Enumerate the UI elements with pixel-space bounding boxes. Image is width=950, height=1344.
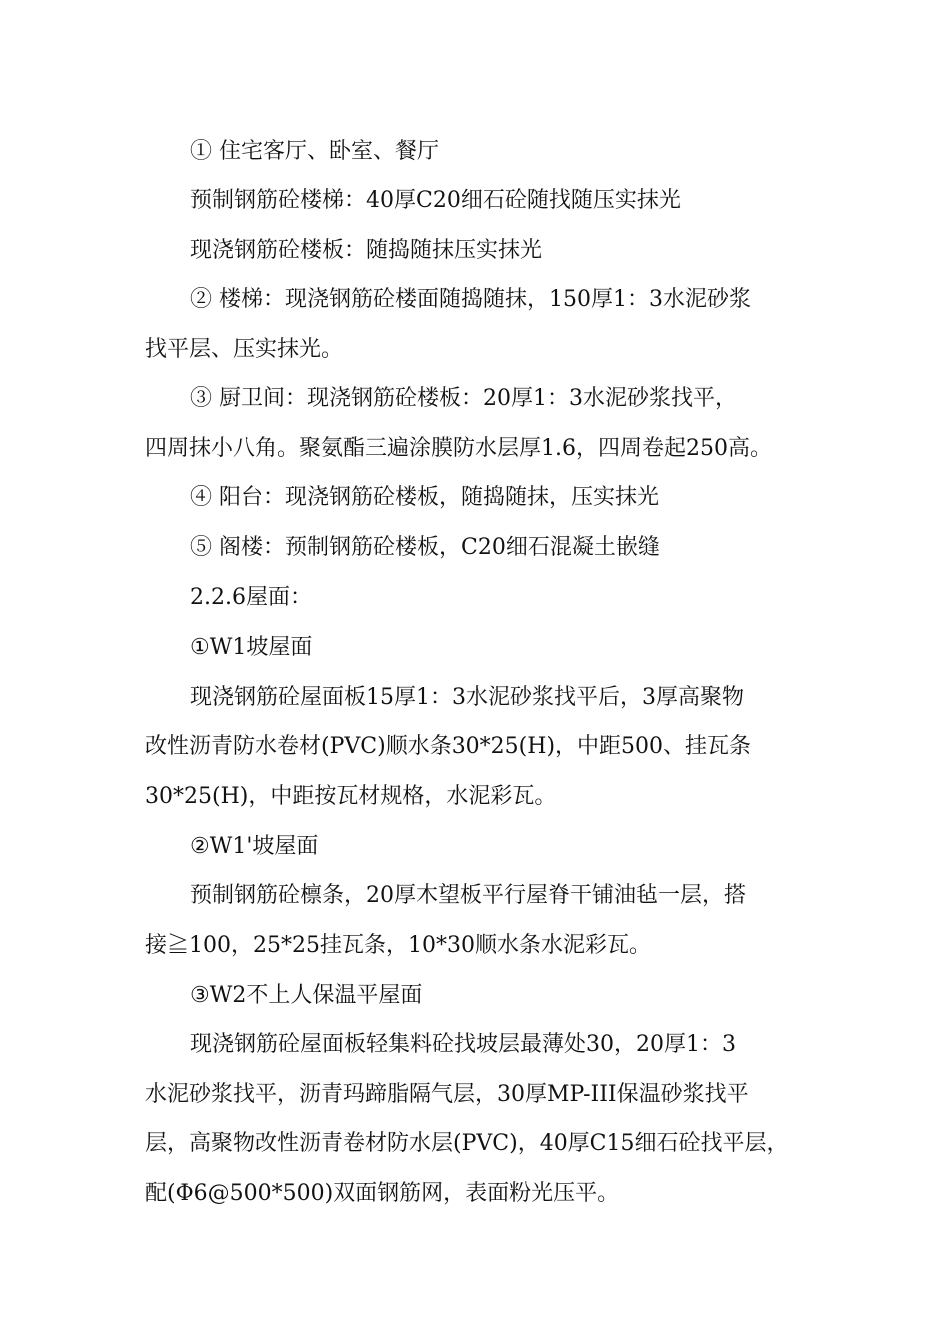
para-living-room-heading: ① 住宅客厅、卧室、餐厅 (190, 139, 439, 164)
para-w2-heading: ③W2不上人保温平屋面 (190, 983, 423, 1008)
para-w1-heading: ①W1坡屋面 (190, 635, 313, 660)
para-attic: ⑤ 阁楼：预制钢筋砼楼板，C20细石混凝土嵌缝 (190, 535, 660, 560)
para-w1-body-2: 改性沥青防水卷材(PVC)顺水条30*25(H)，中距500、挂瓦条 (145, 734, 752, 759)
para-w2-body-3: 层，高聚物改性沥青卷材防水层(PVC)，40厚C15细石砼找平层， (145, 1131, 789, 1156)
para-w2-body-1: 现浇钢筋砼屋面板轻集料砼找坡层最薄处30，20厚1：3 (190, 1032, 736, 1057)
para-stairs: ② 楼梯：现浇钢筋砼楼面随捣随抹，150厚1：3水泥砂浆 (190, 287, 751, 312)
para-w1prime-body-1: 预制钢筋砼檩条，20厚木望板平行屋脊干铺油毡一层，搭 (190, 883, 746, 908)
para-cast-slab: 现浇钢筋砼楼板：随捣随抹压实抹光 (190, 238, 543, 263)
para-w2-body-2: 水泥砂浆找平，沥青玛蹄脂隔气层，30厚MP-III保温砂浆找平 (145, 1082, 749, 1107)
para-w1prime-body-2: 接≧100，25*25挂瓦条，10*30顺水条水泥彩瓦。 (145, 933, 651, 958)
para-w1-body-3: 30*25(H)，中距按瓦材规格，水泥彩瓦。 (145, 784, 557, 809)
para-kitchen-bath: ③ 厨卫间：现浇钢筋砼楼板：20厚1：3水泥砂浆找平， (190, 386, 737, 411)
para-stairs-cont: 找平层、压实抹光。 (145, 337, 344, 362)
para-w2-body-4: 配(Φ6@500*500)双面钢筋网，表面粉光压平。 (145, 1181, 620, 1206)
para-w1prime-heading: ②W1'坡屋面 (190, 834, 319, 859)
para-kitchen-bath-cont: 四周抹小八角。聚氨酯三遍涂膜防水层厚1.6，四周卷起250高。 (145, 436, 772, 461)
section-heading-roof: 2.2.6屋面： (190, 585, 312, 610)
para-w1-body-1: 现浇钢筋砼屋面板15厚1：3水泥砂浆找平后，3厚高聚物 (190, 685, 744, 710)
para-balcony: ④ 阳台：现浇钢筋砼楼板，随捣随抹，压实抹光 (190, 485, 659, 510)
para-precast-stairs: 预制钢筋砼楼梯：40厚C20细石砼随找随压实抹光 (190, 188, 681, 213)
